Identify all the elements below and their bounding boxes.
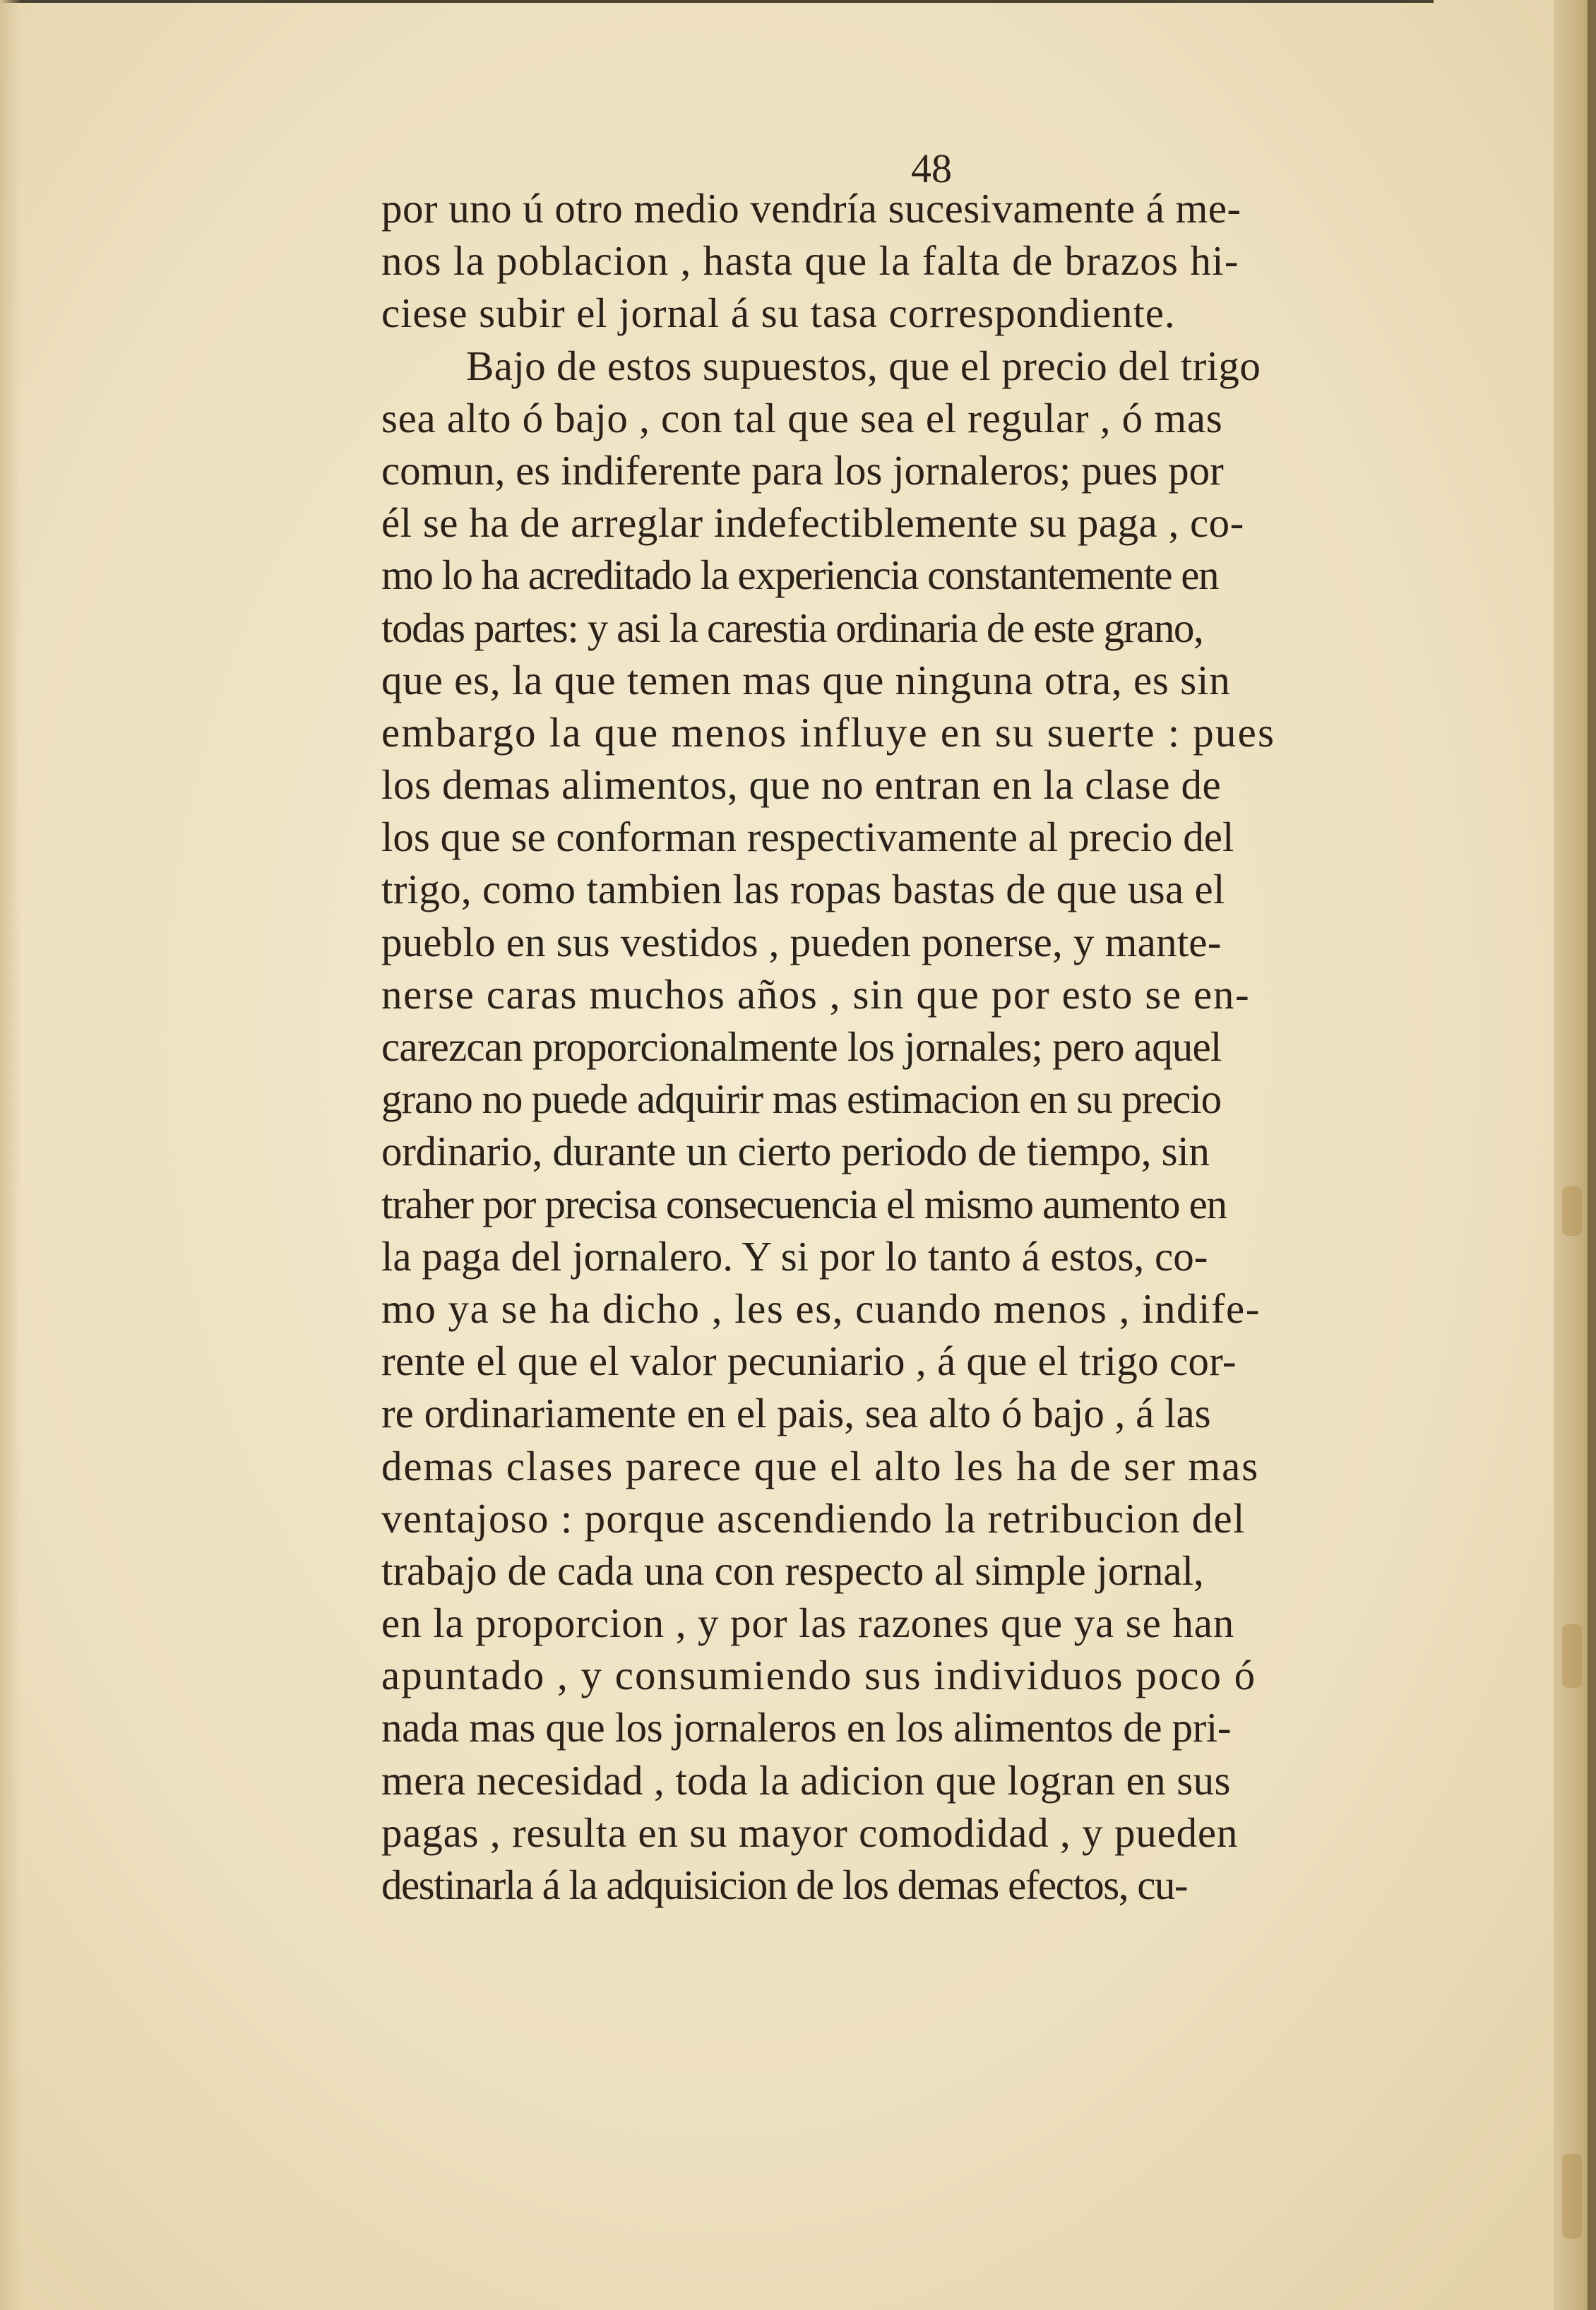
text-line: rente el que el valor pecuniario , á que el trigo cor- xyxy=(381,1338,1237,1385)
text-line: nerse caras muchos años , sin que por esto se en- xyxy=(381,970,1251,1018)
left-page-shadow xyxy=(0,0,21,2310)
text-line: traher por precisa consecuencia el mismo aumento en xyxy=(381,1180,1227,1227)
text-line: nos la poblacion , hasta que la falta de brazos hi- xyxy=(381,237,1239,285)
text-line: trabajo de cada una con respecto al simple jornal, xyxy=(381,1547,1204,1594)
text-line: trigo, como tambien las ropas bastas de que usa el xyxy=(381,866,1225,913)
text-line: re ordinariamente en el pais, sea alto ó bajo , á las xyxy=(381,1390,1211,1437)
text-line: carezcan proporcionalmente los jornales; pero aquel xyxy=(381,1023,1222,1070)
text-line: él se ha de arreglar indefectiblemente su paga , co- xyxy=(381,499,1244,547)
page-number: 48 xyxy=(911,145,952,191)
text-line: todas partes: y asi la carestia ordinaria de este grano, xyxy=(381,604,1203,651)
text-line: Bajo de estos supuestos, que el precio del trigo xyxy=(466,342,1261,389)
text-line: la paga del jornalero. Y si por lo tanto á estos, co- xyxy=(381,1232,1208,1280)
binding-edge xyxy=(1588,0,1596,2310)
text-line: mo ya se ha dicho , les es, cuando menos , indife- xyxy=(381,1285,1261,1332)
text-line: los demas alimentos, que no entran en la clase de xyxy=(381,761,1222,809)
text-line: embargo la que menos influye en su suerte : pues xyxy=(381,708,1276,756)
text-line: mera necesidad , toda la adicion que logran en sus xyxy=(381,1756,1231,1804)
text-line: demas clases parece que el alto les ha de ser mas xyxy=(381,1442,1260,1489)
text-line: por uno ú otro medio vendría sucesivamente á me- xyxy=(381,185,1241,232)
text-line: ordinario, durante un cierto periodo de tiempo, sin xyxy=(381,1128,1210,1175)
foxing-stain xyxy=(1562,1186,1582,1236)
body-text xyxy=(381,182,1504,1911)
text-line: ventajoso : porque ascendiendo la retribucion del xyxy=(381,1494,1246,1542)
text-line: en la proporcion , y por las razones que ya se han xyxy=(381,1600,1235,1647)
text-line: nada mas que los jornaleros en los alimentos de pri- xyxy=(381,1704,1232,1751)
text-line: pagas , resulta en su mayor comodidad , y pueden xyxy=(381,1809,1239,1856)
foxing-stain xyxy=(1562,2154,1582,2239)
text-line: los que se conforman respectivamente al precio del xyxy=(381,814,1234,861)
text-line: grano no puede adquirir mas estimacion en su precio xyxy=(381,1076,1222,1123)
text-line: sea alto ó bajo , con tal que sea el regular , ó mas xyxy=(381,394,1223,441)
foxing-stain xyxy=(1562,1624,1582,1688)
text-line: pueblo en sus vestidos , pueden ponerse, y mante- xyxy=(381,918,1222,965)
text-line: comun, es indiferente para los jornaleros; pues por xyxy=(381,446,1224,494)
text-line: mo lo ha acreditado la experiencia constantemente en xyxy=(381,552,1218,599)
text-line: ciese subir el jornal á su tasa correspondiente. xyxy=(381,290,1176,337)
top-rule xyxy=(0,0,1434,3)
text-line: que es, la que temen mas que ninguna otra, es sin xyxy=(381,656,1231,703)
text-line: apuntado , y consumiendo sus individuos poco ó xyxy=(381,1652,1257,1699)
text-line: destinarla á la adquisicion de los demas efectos, cu- xyxy=(381,1862,1188,1908)
